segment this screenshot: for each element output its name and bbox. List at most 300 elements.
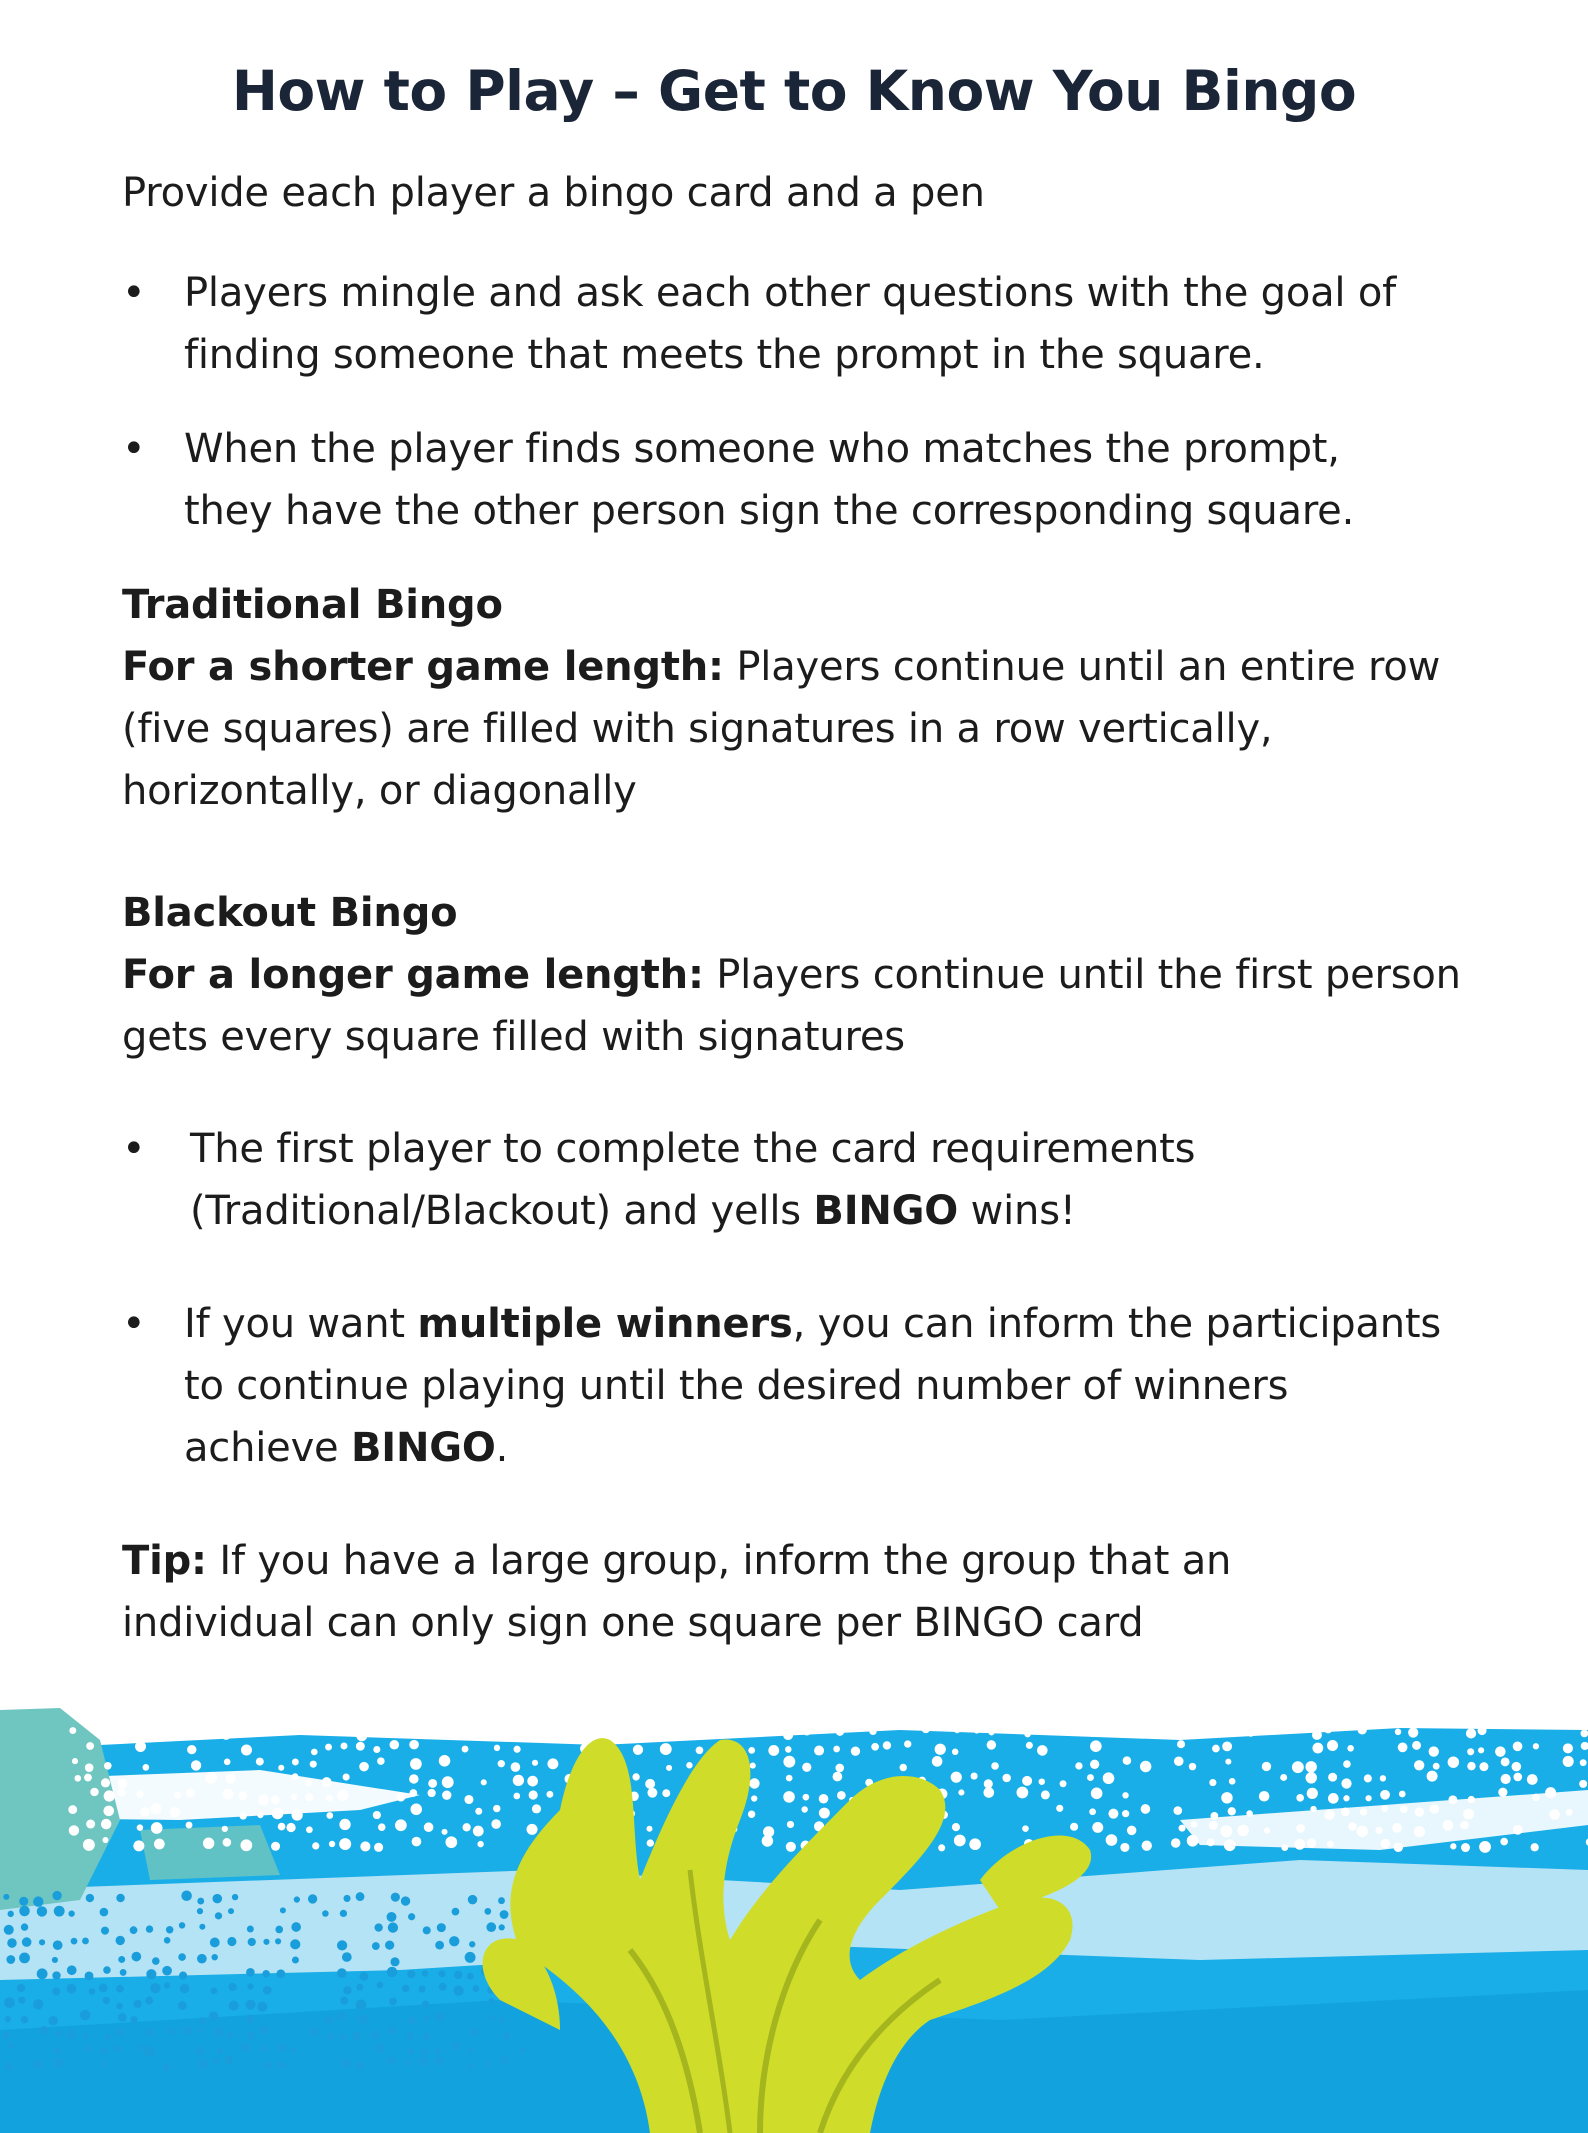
white-dot [373,1746,380,1753]
white-dot [151,1822,163,1834]
white-dot [104,1790,115,1801]
white-dot [694,1708,704,1718]
white-dot [480,1726,487,1733]
page-title: How to Play – Get to Know You Bingo [231,59,1357,123]
white-dot [1348,1822,1356,1830]
bullet-marker: • [122,1126,146,1172]
blue-dot [423,2015,430,2022]
blackout-text: Players continue until the first person [703,952,1461,998]
white-dot [176,1716,183,1723]
white-dot [686,1762,692,1768]
white-dot [1108,1809,1118,1819]
blue-dot [118,2013,127,2022]
blue-dot [280,1907,286,1913]
white-dot [1429,1746,1439,1756]
blue-dot [520,2047,526,2053]
white-dot [968,1707,979,1718]
blue-dot [467,2047,474,2054]
white-dot [223,1838,232,1847]
white-dot [749,1778,759,1788]
white-dot [481,1779,487,1785]
white-dot [1060,1780,1067,1787]
blue-dot [356,1892,365,1901]
blue-dot [18,1997,25,2004]
blue-dot [263,1986,272,1995]
white-dot [1025,1712,1034,1721]
white-dot [1364,1774,1372,1782]
white-dot [239,1812,246,1819]
white-dot [633,1745,643,1755]
blue-dot [7,1938,17,1948]
blue-dot [434,2056,444,2066]
blue-dot [101,1927,109,1935]
blue-dot [199,1924,205,1930]
white-dot [1414,1716,1421,1723]
blue-dot [387,1967,398,1978]
blue-dot [4,1925,14,1935]
white-dot [645,1779,655,1789]
blue-dot [116,2003,123,2010]
white-dot [1126,1712,1137,1723]
white-dot [1466,1728,1476,1738]
white-dot [187,1745,196,1754]
white-dot [1307,1838,1317,1848]
white-dot [292,1759,299,1766]
white-dot [1022,1776,1032,1786]
blue-dot [178,2001,187,2010]
white-dot [1512,1762,1522,1772]
white-dot [1022,1825,1029,1832]
white-dot [1187,1835,1199,1847]
white-dot [1026,1742,1033,1749]
traditional-section [122,574,1440,822]
white-dot [1479,1841,1491,1853]
blue-dot [340,1997,348,2005]
blue-dot [5,2016,11,2022]
white-dot [311,1712,318,1719]
bullet-line: finding someone that meets the prompt in the square. [184,332,1265,378]
blue-dot [372,1942,380,1950]
blue-dot [21,1923,28,1930]
blue-dot [21,2016,29,2024]
white-dot [155,1724,165,1734]
blue-dot [407,2048,414,2055]
white-dot [1093,1715,1101,1723]
blue-dot [263,1939,269,1945]
blue-dot [104,2034,110,2040]
white-dot [337,1790,348,1801]
blue-dot [387,1912,397,1922]
white-dot [958,1789,964,1795]
blue-dot [356,1999,367,2010]
white-dot [870,1708,878,1716]
white-dot [493,1727,505,1739]
blue-dot [407,2016,416,2025]
blue-dot [471,2027,479,2035]
white-dot [983,1787,994,1798]
blue-dot [212,1894,222,1904]
blue-dot [386,2057,395,2066]
white-dot [750,1763,756,1769]
bullet-line: When the player finds someone who matches the prompt, [184,426,1340,472]
blue-dot [198,2027,204,2033]
white-dot [1307,1788,1318,1799]
white-dot [1380,1775,1386,1781]
white-dot [523,1729,535,1741]
white-dot [286,1823,295,1832]
white-dot [1341,1807,1350,1816]
blue-dot [52,1971,60,1979]
white-dot [1395,1729,1402,1736]
blue-dot [261,2045,268,2052]
white-dot [832,1711,839,1718]
blue-dot [179,1972,187,1980]
white-dot [442,1776,454,1788]
white-dot [1450,1843,1456,1849]
white-dot [1090,1760,1099,1769]
blue-dot [439,1983,447,1991]
white-dot [221,1729,231,1739]
white-dot [1494,1711,1505,1722]
blue-dot [37,1968,48,1979]
blue-dot [198,2059,208,2069]
bullet-line: The first player to complete the card requirements [190,1126,1196,1172]
blue-dot [451,2041,460,2050]
blue-dot [247,1983,253,1989]
white-dot [1533,1743,1539,1749]
white-dot [1103,1772,1115,1784]
white-dot [971,1772,978,1779]
traditional-text: Players continue until an entire row [723,644,1441,690]
white-dot [1579,1780,1587,1788]
white-dot [1122,1810,1129,1817]
white-dot [1002,1774,1011,1783]
white-dot [1328,1793,1339,1804]
blue-dot [488,2014,494,2020]
traditional-heading: Traditional Bingo [122,582,503,628]
blue-dot [388,1922,398,1932]
white-dot [225,1774,235,1784]
white-dot [935,1744,946,1755]
white-dot [765,1725,776,1736]
white-dot [390,1728,397,1735]
white-dot [1039,1778,1045,1784]
white-dot [410,1789,418,1797]
white-dot [1264,1827,1270,1833]
white-dot [803,1794,810,1801]
white-dot [86,1742,94,1750]
white-dot [1127,1826,1137,1836]
white-dot [650,1710,661,1721]
white-dot [787,1821,794,1828]
tip-label: Tip: [122,1538,207,1584]
white-dot [1324,1810,1334,1820]
white-dot [137,1824,144,1831]
white-dot [1089,1808,1096,1815]
white-dot [1427,1771,1438,1782]
blue-dot [66,2030,76,2040]
blue-dot [4,1997,15,2008]
white-dot [278,1765,284,1771]
blue-dot [82,1938,89,1945]
white-dot [409,1774,418,1783]
blue-dot [197,1954,207,1964]
white-dot [818,1709,826,1717]
blue-dot [449,1936,459,1946]
white-dot [662,1789,670,1797]
white-dot [238,1791,247,1800]
white-dot [786,1842,796,1852]
white-dot [1501,1774,1511,1784]
white-dot [1087,1725,1098,1736]
white-dot [1460,1821,1469,1830]
white-dot [377,1757,385,1765]
white-dot [359,1762,369,1772]
white-dot [477,1841,483,1847]
white-dot [72,1758,78,1764]
white-dot [1224,1839,1236,1851]
white-dot [835,1764,844,1773]
white-dot [527,1824,538,1835]
white-dot [871,1743,879,1751]
white-dot [1210,1812,1218,1820]
white-dot [102,1837,108,1843]
white-dot [1463,1711,1470,1718]
white-dot [1177,1740,1185,1748]
white-dot [312,1728,319,1735]
white-dot [204,1728,213,1737]
white-dot [1210,1724,1219,1733]
white-dot [1310,1806,1316,1812]
white-dot [667,1731,673,1737]
white-dot [1106,1834,1118,1846]
blue-dot [211,1954,217,1960]
white-dot [803,1728,811,1736]
white-dot [696,1746,704,1754]
blue-dot [136,2044,143,2051]
white-dot [1327,1740,1338,1751]
white-dot [462,1823,470,1831]
white-dot [117,1788,125,1796]
white-dot [837,1791,846,1800]
white-dot [1360,1808,1367,1815]
white-dot [1349,1713,1356,1720]
white-dot [1024,1731,1031,1738]
blue-dot [33,1999,43,2009]
white-dot [186,1788,195,1797]
white-dot [814,1746,824,1756]
blue-dot [290,1939,300,1949]
white-dot [1448,1795,1457,1804]
bingo-emphasis: BINGO [813,1188,959,1234]
multiple-winners-emphasis: multiple winners [417,1301,793,1347]
white-dot [1209,1821,1218,1830]
blue-dot [52,1988,60,1996]
blue-dot [118,1956,125,1963]
white-dot [410,1804,422,1816]
white-dot [836,1727,845,1736]
white-dot [133,1840,144,1851]
blue-dot [167,2027,175,2035]
white-dot [1296,1794,1304,1802]
traditional-text: (five squares) are filled with signatures in a row vertically, [122,706,1273,752]
blue-dot [53,2057,64,2068]
white-dot [427,1710,434,1717]
white-dot [749,1725,757,1733]
white-dot [513,1793,520,1800]
blue-dot [407,1970,415,1978]
white-dot [932,1756,943,1767]
white-dot [1140,1761,1151,1772]
white-dot [1016,1787,1028,1799]
white-dot [1433,1763,1440,1770]
bingo-instructions-page: How to Play – Get to Know You Bingo Provide each player a bingo card and a pen • Players mingle and ask each other questions with the goal of finding someone that meets the prompt in the square. • When the player finds someone who matches the prompt, they have the other person sign the corresponding square. Traditional Bingo For a shorter game length: Players continue until an entire row (five squares) are filled with signatures in a row vertically, horizontally, or diagonally Blackout Bingo For a longer game length: Players continue until the first person gets every square filled with signatures • The first player to complete the card requirements (Traditional/Blackout) and yells BINGO wins! • If you want multiple winners, you can inform the participants to continue playing until the desired number of winners achieve BINGO. Tip: If you have a large group, inform the group that an individual can only sign one square per BINGO card [0,0,1588,2133]
blue-dot [67,1965,77,1975]
white-dot [1006,1711,1014,1719]
white-dot [783,1756,795,1768]
white-dot [473,1826,484,1837]
white-dot [1171,1838,1180,1847]
white-dot [647,1839,654,1846]
white-dot [1414,1826,1425,1837]
blue-dot [22,1937,32,1947]
decorative-footer-art [0,1700,1588,2133]
intro-text: Provide each player a bingo card and a pen [122,170,985,216]
white-dot [771,1710,777,1716]
white-dot [1208,1715,1218,1725]
blue-dot [262,1970,269,1977]
blue-dot [468,1895,478,1905]
white-dot [613,1730,619,1736]
blue-dot [54,1906,65,1917]
white-dot [1141,1731,1148,1738]
white-dot [1443,1820,1454,1831]
blue-dot [33,2060,42,2069]
white-dot [1412,1741,1421,1750]
blue-dot [199,2017,206,2024]
white-dot [1531,1843,1539,1851]
white-dot [1090,1740,1102,1752]
white-dot [1468,1796,1475,1803]
white-dot [326,1812,333,1819]
white-dot [305,1793,313,1801]
white-dot [170,1807,180,1817]
blue-dot [240,2042,250,2052]
blackout-heading: Blackout Bingo [122,890,458,936]
white-dot [1056,1805,1063,1812]
white-dot [984,1779,993,1788]
blue-dot [130,2016,137,2023]
blue-dot [232,1894,238,1900]
white-dot [532,1760,538,1766]
white-dot [71,1709,78,1716]
blue-dot [501,2056,510,2065]
blue-dot [465,1952,476,1963]
white-dot [140,1807,150,1817]
white-dot [819,1794,829,1804]
white-dot [630,1712,639,1721]
white-dot [339,1819,350,1830]
blue-dot [228,1983,236,1991]
white-dot [1042,1713,1051,1722]
blue-dot [213,2027,224,2038]
blue-dot [500,1910,509,1919]
white-dot [1566,1809,1573,1816]
blue-dot [277,2061,286,2070]
blue-dot [263,2062,271,2070]
white-dot [1292,1761,1304,1773]
blue-dot [145,1997,153,2005]
blue-dot [435,1941,444,1950]
white-dot [1535,1714,1543,1722]
white-dot [1262,1762,1271,1771]
blue-dot [53,1940,63,1950]
blue-dot [146,1969,156,1979]
white-dot [1107,1713,1118,1724]
white-dot [1142,1840,1152,1850]
white-dot [103,1806,114,1817]
blue-dot [467,2063,474,2070]
white-dot [1173,1806,1182,1815]
blue-dot [196,2046,206,2056]
blue-dot [197,1908,203,1914]
white-dot [192,1709,201,1718]
white-dot [1532,1794,1540,1802]
blue-dot [228,1908,234,1914]
white-dot [444,1729,453,1738]
blue-dot [419,1985,426,1992]
blue-dot [66,1984,76,1994]
white-dot [288,1707,300,1719]
blue-dot [453,1986,463,1996]
white-dot [1343,1795,1349,1801]
bullet-line: Players mingle and ask each other questions with the goal of [184,270,1397,316]
blue-dot [88,1988,95,1995]
white-dot [457,1728,466,1737]
blue-dot [116,1985,124,1993]
blue-dot [84,2045,92,2053]
white-dot [532,1804,541,1813]
blue-dot [422,1970,429,1977]
white-dot [412,1837,422,1847]
white-dot [833,1746,840,1753]
white-dot [462,1746,469,1753]
white-dot [272,1808,284,1820]
blue-dot [17,1984,25,1992]
white-dot [339,1838,351,1850]
white-dot [1378,1709,1384,1715]
blue-dot [183,2026,193,2036]
blue-dot [19,1906,30,1917]
blue-dot [85,1971,94,1980]
white-dot [1247,1729,1254,1736]
white-dot [1380,1790,1390,1800]
blue-dot [215,1912,222,1919]
blue-dot [178,1953,186,1961]
blue-dot [337,2012,346,2021]
blue-dot [418,2057,427,2066]
blue-dot [146,1925,153,1932]
white-dot [1041,1790,1050,1799]
blue-dot [19,1952,30,1963]
white-dot [441,1829,447,1835]
white-dot [278,1823,286,1831]
blackout-label: For a longer game length: [122,952,704,998]
blue-dot [101,2061,108,2068]
white-dot [954,1835,966,1847]
white-dot [751,1795,757,1801]
white-dot [240,1839,252,1851]
